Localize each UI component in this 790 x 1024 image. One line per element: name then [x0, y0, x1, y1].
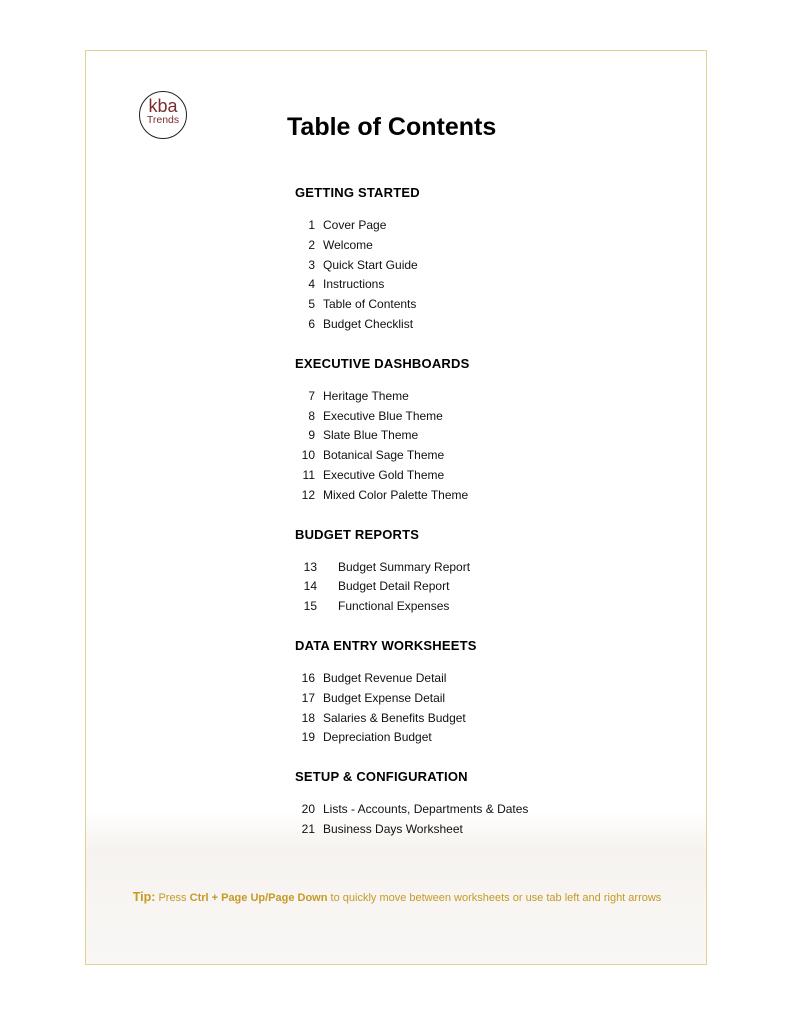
- toc-item-label[interactable]: Heritage Theme: [323, 388, 409, 403]
- section-heading: SETUP & CONFIGURATION: [295, 769, 468, 785]
- toc-item-label[interactable]: Table of Contents: [323, 297, 417, 312]
- kba-trends-logo: [139, 91, 187, 139]
- toc-item-number: 11: [302, 467, 315, 482]
- section-data-entry-worksheets: [295, 637, 695, 748]
- toc-item[interactable]: [295, 295, 695, 315]
- logo-text-trends: Trends: [146, 114, 180, 126]
- toc-item[interactable]: [295, 387, 695, 407]
- toc-item-number: 1: [308, 218, 315, 232]
- toc-item-label[interactable]: Slate Blue Theme: [323, 428, 419, 443]
- tip-text: to quickly move between worksheets or use tab left and right arrows: [330, 892, 662, 904]
- toc-item[interactable]: [295, 709, 695, 729]
- toc-item-number: 13: [303, 559, 317, 574]
- toc-item-label[interactable]: Cover Page: [323, 218, 387, 232]
- section-budget-reports: [295, 526, 695, 617]
- toc-item[interactable]: [295, 315, 695, 335]
- toc-item[interactable]: [295, 275, 695, 295]
- toc-item-number: 16: [301, 670, 315, 685]
- toc-item-number: 20: [301, 802, 315, 817]
- toc-item-number: 15: [303, 599, 317, 614]
- logo-text-kba: kba: [148, 96, 178, 116]
- toc-item[interactable]: [295, 407, 695, 427]
- toc-item[interactable]: [295, 216, 695, 236]
- toc-item[interactable]: [295, 236, 695, 256]
- toc-item-number: 9: [308, 428, 315, 443]
- document-page: [85, 50, 707, 965]
- toc-item[interactable]: [295, 558, 695, 578]
- toc-item-number: 4: [308, 277, 315, 292]
- section-executive-dashboards: [295, 355, 695, 506]
- toc-item-number: 21: [301, 821, 315, 836]
- toc-item[interactable]: [295, 820, 695, 840]
- toc-item-number: 12: [301, 487, 315, 502]
- toc-item-label[interactable]: Salaries & Benefits Budget: [323, 710, 466, 725]
- toc-list: [295, 184, 695, 860]
- toc-item[interactable]: [295, 728, 695, 748]
- toc-item-number: 14: [303, 579, 317, 594]
- toc-item-number: 3: [308, 257, 315, 272]
- toc-item-label[interactable]: Lists - Accounts, Departments & Dates: [323, 802, 529, 817]
- toc-item[interactable]: [295, 486, 695, 506]
- toc-item[interactable]: [295, 426, 695, 446]
- toc-item-label[interactable]: Mixed Color Palette Theme: [323, 487, 469, 502]
- section-heading: EXECUTIVE DASHBOARDS: [295, 355, 470, 371]
- toc-item[interactable]: [295, 577, 695, 597]
- toc-item[interactable]: [295, 597, 695, 617]
- toc-item-label[interactable]: Budget Revenue Detail: [323, 670, 447, 685]
- section-setup-configuration: [295, 768, 695, 840]
- toc-item[interactable]: [295, 446, 695, 466]
- toc-item-label[interactable]: Depreciation Budget: [323, 730, 432, 745]
- toc-item-number: 6: [308, 316, 315, 331]
- toc-item[interactable]: [295, 689, 695, 709]
- toc-item-label[interactable]: Business Days Worksheet: [323, 821, 463, 836]
- section-heading: GETTING STARTED: [295, 185, 420, 200]
- toc-item-label[interactable]: Executive Gold Theme: [323, 467, 445, 482]
- toc-item-number: 18: [301, 710, 315, 725]
- toc-item-number: 10: [301, 448, 315, 463]
- section-getting-started: [295, 184, 695, 335]
- page-title: Table of Contents: [287, 113, 497, 141]
- toc-item-number: 5: [308, 297, 315, 312]
- toc-item-label[interactable]: Budget Summary Report: [338, 559, 471, 574]
- toc-item-number: 8: [308, 408, 315, 423]
- tip-press: Press: [158, 892, 187, 904]
- tip-keyboard-shortcut: Ctrl + Page Up/Page Down: [189, 892, 328, 904]
- toc-item-label[interactable]: Botanical Sage Theme: [323, 448, 445, 463]
- toc-item[interactable]: [295, 466, 695, 486]
- toc-item-number: 2: [308, 237, 315, 252]
- toc-item-number: 17: [301, 690, 315, 705]
- toc-item-label[interactable]: Instructions: [323, 277, 385, 292]
- navigation-tip: [86, 890, 708, 904]
- toc-item-label[interactable]: Welcome: [323, 237, 373, 252]
- toc-item[interactable]: [295, 669, 695, 689]
- toc-item[interactable]: [295, 800, 695, 820]
- toc-item-label[interactable]: Budget Detail Report: [338, 579, 450, 594]
- toc-item-number: 7: [308, 388, 315, 403]
- toc-item-label[interactable]: Budget Expense Detail: [323, 690, 446, 705]
- toc-item-label[interactable]: Functional Expenses: [338, 599, 450, 614]
- section-heading: BUDGET REPORTS: [295, 526, 420, 542]
- section-heading: DATA ENTRY WORKSHEETS: [295, 637, 477, 653]
- toc-item-number: 19: [301, 730, 315, 745]
- tip-label: Tip:: [132, 890, 156, 904]
- toc-item-label[interactable]: Quick Start Guide: [323, 257, 418, 272]
- toc-item-label[interactable]: Executive Blue Theme: [323, 408, 443, 423]
- toc-item-label[interactable]: Budget Checklist: [323, 316, 414, 331]
- toc-item[interactable]: [295, 256, 695, 276]
